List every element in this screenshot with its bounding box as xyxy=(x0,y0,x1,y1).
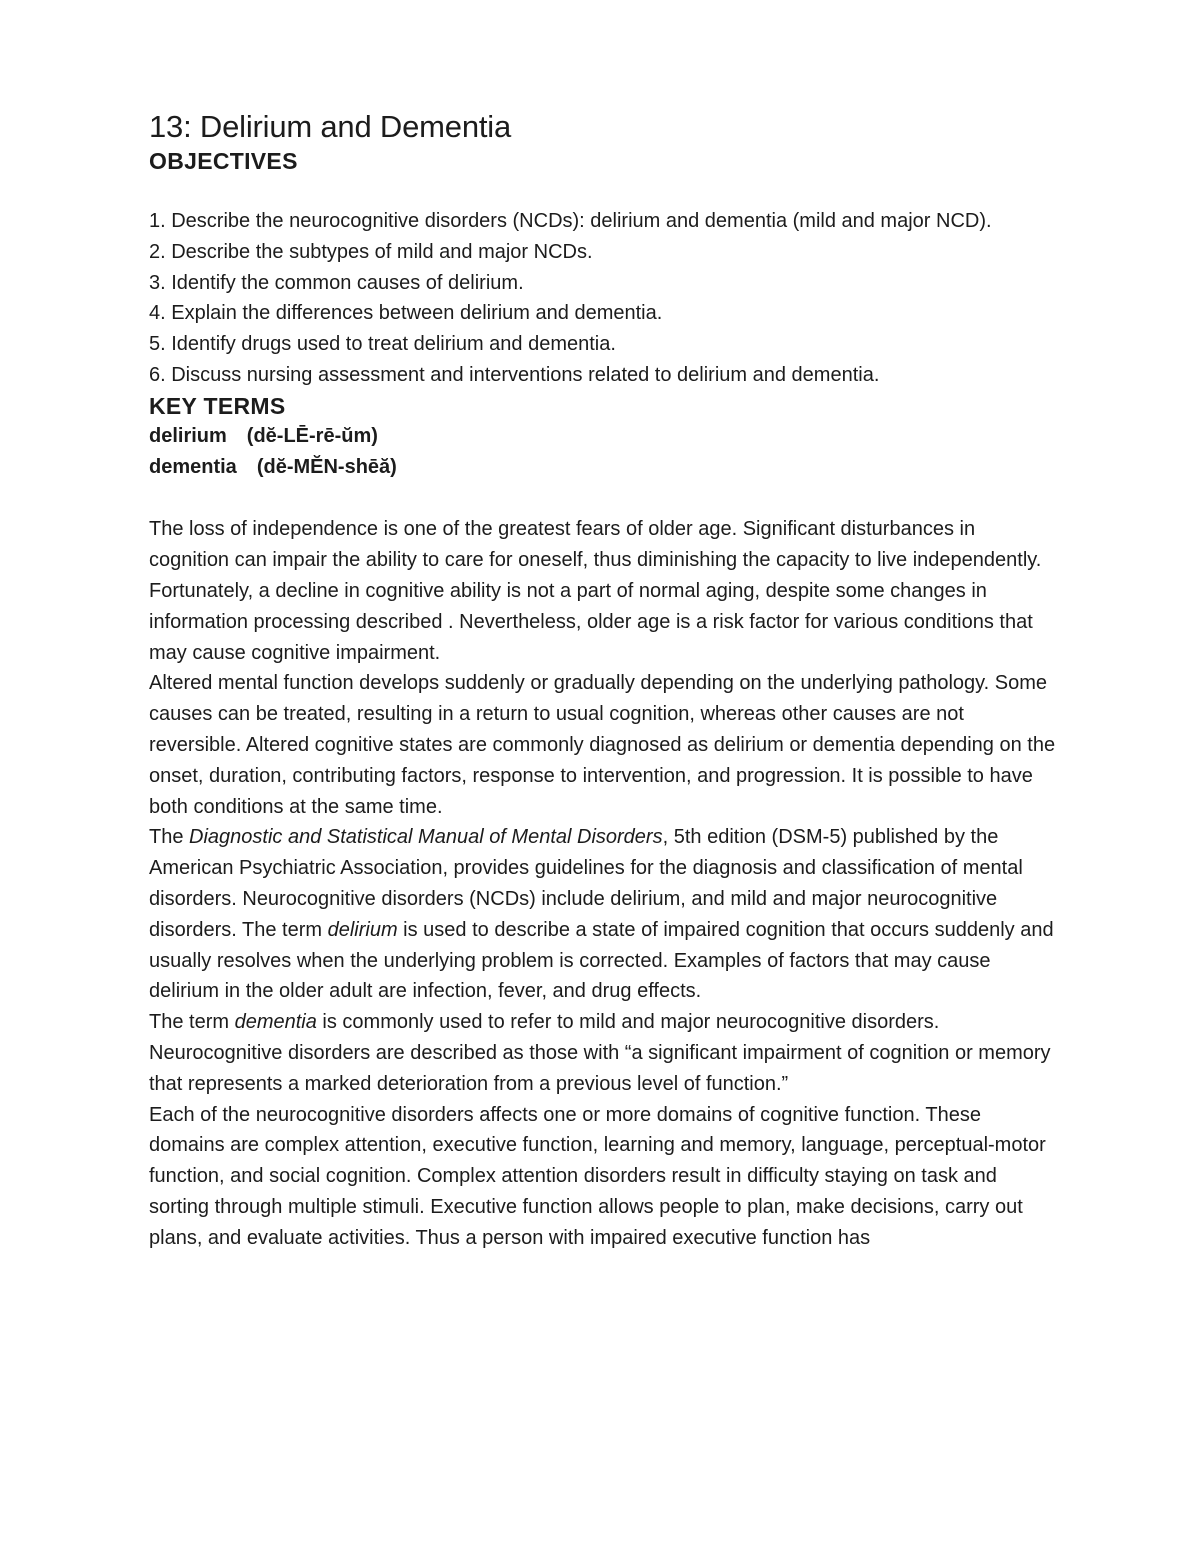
body-text xyxy=(149,514,1059,1253)
key-terms-heading: KEY TERMS xyxy=(149,392,286,419)
objectives-heading: OBJECTIVES xyxy=(149,148,298,174)
objective-item: 3. Identify the common causes of delirium. xyxy=(149,271,524,294)
book-title: Diagnostic and Statistical Manual of Mental Disorders xyxy=(189,826,663,849)
paragraph xyxy=(149,822,1059,1007)
paragraph-text: The xyxy=(149,826,190,849)
paragraph: Each of the neurocognitive disorders affects one or more domains of cognitive function. These domains are complex attention, executive function, learning and memory, language, perceptual-motor function, and social cognition. Complex attention disorders result in difficulty staying on task and sorting through multiple stimuli. Executive function allows people to plan, make decisions, carry out plans, and evaluate activities. Thus a person with impaired executive function has xyxy=(149,1103,1046,1249)
objective-item: 1. Describe the neurocognitive disorders (NCDs): delirium and dementia (mild and major NCD). xyxy=(149,210,992,232)
key-term-pronunciation: (dĕ-LĒ-rē-ŭm) xyxy=(246,424,378,447)
key-term-word: dementia xyxy=(149,455,237,478)
key-term xyxy=(149,421,1059,452)
objective-item: 4. Explain the differences between delirium and dementia. xyxy=(149,302,663,325)
key-term xyxy=(149,452,1059,483)
key-term-pronunciation: (dĕ-MĔN-shēă) xyxy=(256,455,397,478)
term-emphasis: dementia xyxy=(234,1011,317,1034)
objective-item: 6. Discuss nursing assessment and interventions related to delirium and dementia. xyxy=(149,363,880,386)
term-emphasis: delirium xyxy=(327,918,398,941)
document-page xyxy=(149,108,1059,1254)
paragraph-text: is used to describe a state of impaired cognition that occurs suddenly and usually resolves when the underlying problem is corrected. Examples of factors that may cause delirium in the older adult are infection, fever, and drug effects. xyxy=(149,918,1054,1003)
objectives-list xyxy=(149,206,1059,391)
paragraph: Altered mental function develops suddenly or gradually depending on the underlying pathology. Some causes can be treated, resulting in a return to usual cognition, whereas other causes are not reversible. Altered cognitive states are commonly diagnosed as delirium or dementia depending on the onset, duration, contributing factors, response to intervention, and progression. It is possible to have both conditions at the same time. xyxy=(149,672,1056,818)
spacer xyxy=(149,482,1059,514)
spacer xyxy=(149,176,1059,206)
chapter-title: 13: Delirium and Dementia xyxy=(149,109,512,144)
objective-item: 2. Describe the subtypes of mild and major NCDs. xyxy=(149,240,593,263)
paragraph: The loss of independence is one of the greatest fears of older age. Significant disturbances in cognition can impair the ability to care for oneself, thus diminishing the capacity to live independently. Fortunately, a decline in cognitive ability is not a part of normal aging, despite some changes in information processing described . Nevertheless, older age is a risk factor for various conditions that may cause cognitive impairment. xyxy=(149,518,1042,664)
paragraph xyxy=(149,1007,1059,1099)
paragraph-text: The term xyxy=(149,1011,235,1034)
key-term-word: delirium xyxy=(149,424,227,447)
paragraph-text: , 5th edition (DSM-5) published by the American Psychiatric Association, provides guidelines for the diagnosis and classification of mental disorders. Neurocognitive disorders (NCDs) include delirium, and mild and major neurocognitive disorders. The term xyxy=(149,826,1023,941)
objective-item: 5. Identify drugs used to treat delirium and dementia. xyxy=(149,333,616,356)
paragraph-text: is commonly used to refer to mild and major neurocognitive disorders. Neurocognitive disorders are described as those with “a significant impairment of cognition or memory that represents a marked deterioration from a previous level of function.” xyxy=(149,1011,1051,1095)
